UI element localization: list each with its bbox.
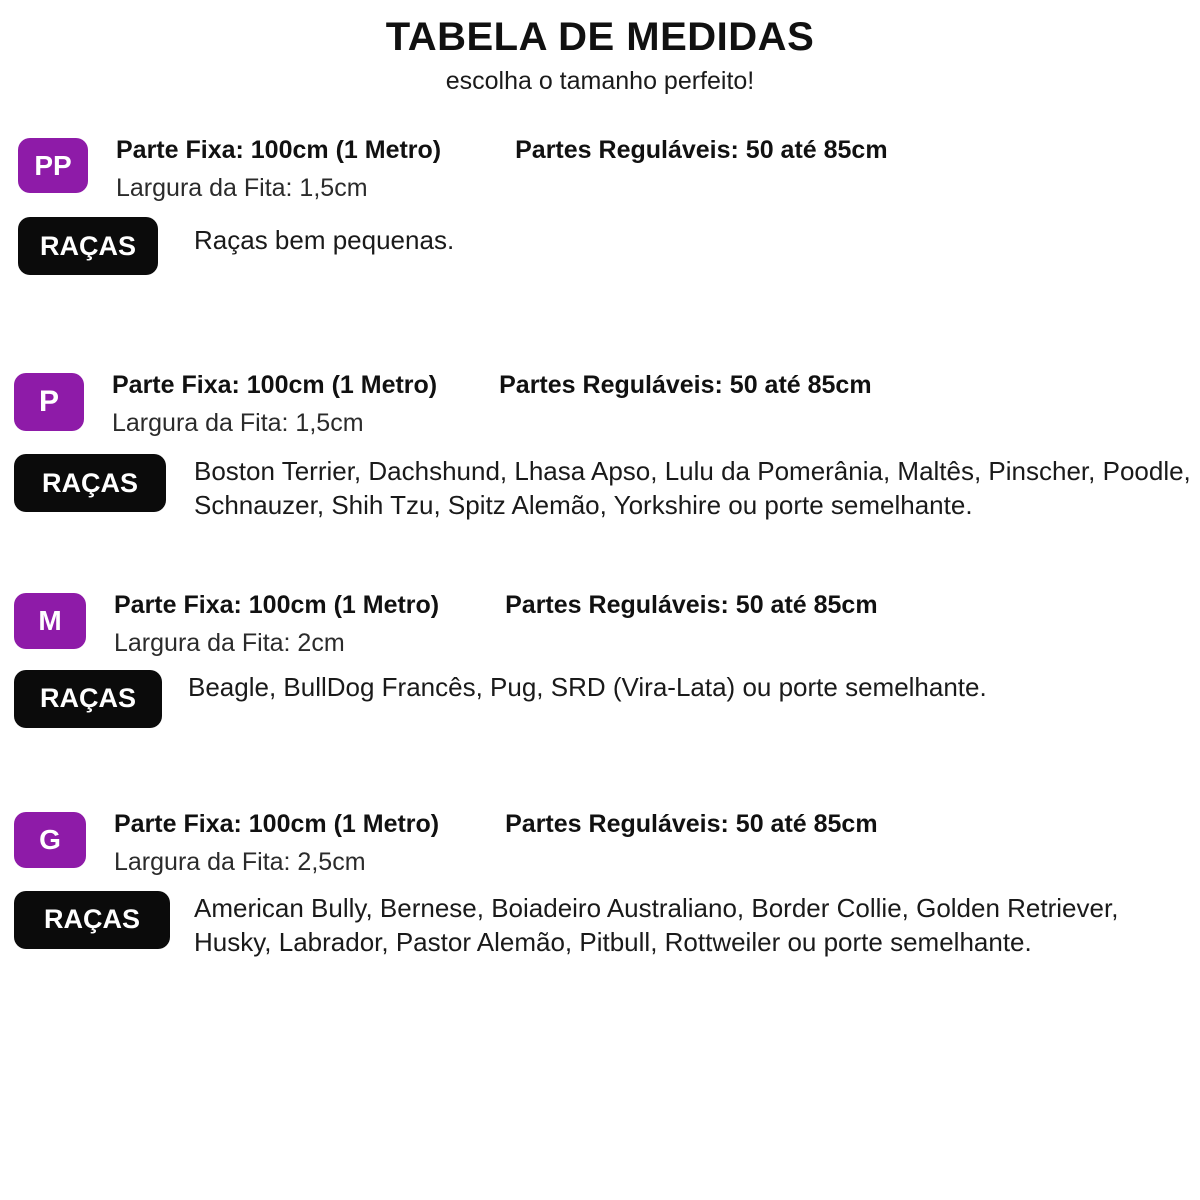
size-row-main: [14, 371, 1200, 438]
breeds-row-pp: [18, 217, 1200, 275]
page-subtitle: escolha o tamanho perfeito!: [445, 67, 755, 95]
size-badge-pp: PP: [18, 138, 88, 193]
spec-line: [114, 591, 1200, 620]
size-specs: [88, 136, 1200, 203]
breeds-text-p: Boston Terrier, Dachshund, Lhasa Apso, Lulu da Pomerânia, Maltês, Pinscher, Poodle, Schnauzer, Shih Tzu, Spitz Alemão, Yorkshire ou porte semelhante.: [194, 456, 1191, 521]
size-block-m: [0, 591, 1200, 728]
strap-width-g: Largura da Fita: 2,5cm: [114, 847, 366, 876]
size-badge-p: P: [14, 373, 84, 431]
strap-width-p: Largura da Fita: 1,5cm: [112, 409, 364, 437]
breeds-badge-m: RAÇAS: [14, 670, 162, 728]
size-badge-m: M: [14, 593, 86, 649]
size-row-main: [14, 810, 1200, 877]
adjustable-part-pp: Partes Reguláveis: 50 até 85cm: [515, 136, 888, 164]
size-specs: [84, 371, 1200, 438]
strap-width-pp: Largura da Fita: 1,5cm: [116, 174, 368, 202]
size-badge-g: G: [14, 812, 86, 868]
adjustable-part-p: Partes Reguláveis: 50 até 85cm: [499, 371, 872, 399]
adjustable-part-g: Partes Reguláveis: 50 até 85cm: [505, 809, 878, 838]
breeds-row-m: [14, 670, 1200, 728]
breeds-row-g: [14, 891, 1200, 960]
breeds-text-pp: Raças bem pequenas.: [194, 225, 455, 255]
breeds-text-m: Beagle, BullDog Francês, Pug, SRD (Vira-Lata) ou porte semelhante.: [188, 671, 987, 702]
spec-line: [116, 136, 1200, 165]
fixed-part-g: Parte Fixa: 100cm (1 Metro): [114, 809, 440, 838]
strap-width-m: Largura da Fita: 2cm: [114, 628, 345, 657]
size-block-g: [0, 810, 1200, 960]
size-specs: [86, 591, 1200, 658]
breeds-row-p: [14, 454, 1200, 523]
fixed-part-m: Parte Fixa: 100cm (1 Metro): [114, 590, 440, 619]
spec-line: [114, 810, 1200, 839]
size-row-main: [18, 136, 1200, 203]
fixed-part-pp: Parte Fixa: 100cm (1 Metro): [116, 136, 442, 164]
breeds-badge-g: RAÇAS: [14, 891, 170, 949]
size-row-main: [14, 591, 1200, 658]
size-specs: [86, 810, 1200, 877]
size-blocks: [0, 136, 1200, 959]
size-block-p: [0, 371, 1200, 523]
spec-line: [112, 371, 1200, 400]
adjustable-part-m: Partes Reguláveis: 50 até 85cm: [505, 590, 878, 619]
header: [0, 0, 1200, 96]
breeds-badge-p: RAÇAS: [14, 454, 166, 512]
breeds-text-g: American Bully, Bernese, Boiadeiro Australiano, Border Collie, Golden Retriever, Husky, Labrador, Pastor Alemão, Pitbull, Rottweiler ou porte semelhante.: [194, 892, 1119, 957]
breeds-badge-pp: RAÇAS: [18, 217, 158, 275]
fixed-part-p: Parte Fixa: 100cm (1 Metro): [112, 371, 438, 399]
page-title: TABELA DE MEDIDAS: [385, 15, 815, 59]
size-block-pp: [0, 136, 1200, 275]
